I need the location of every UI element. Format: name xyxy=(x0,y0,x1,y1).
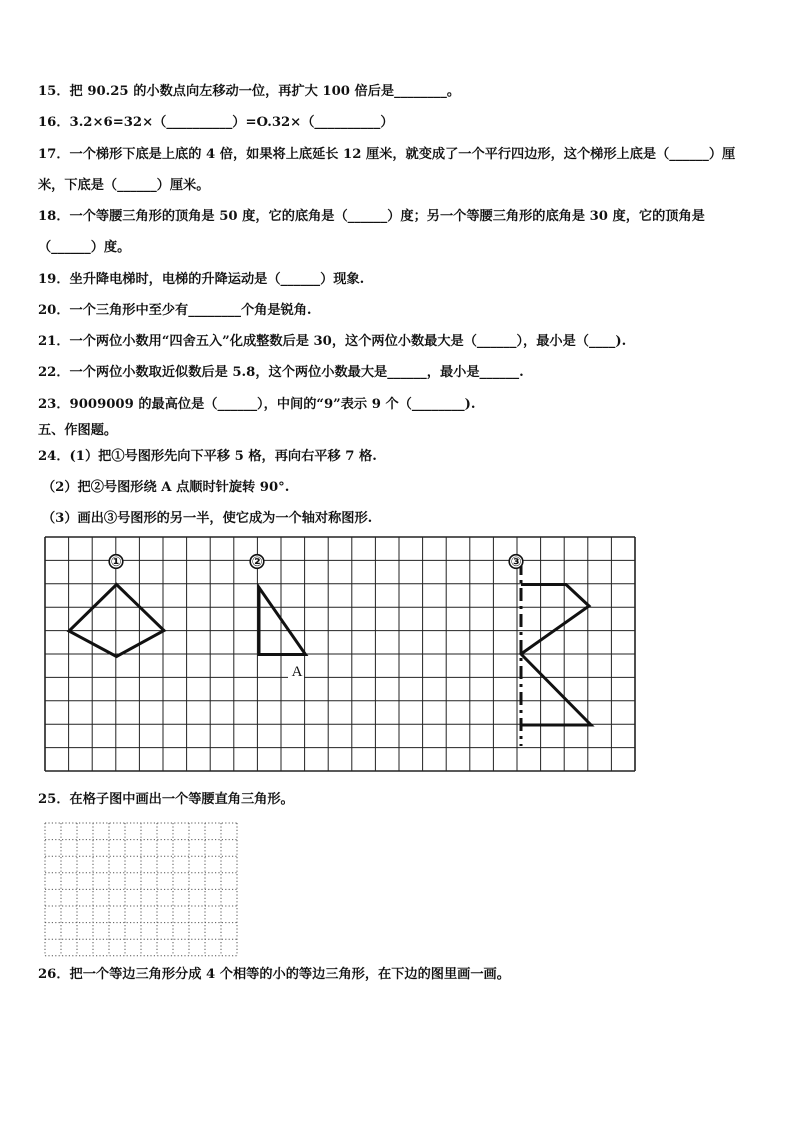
q26: 26．把一个等边三角形分成 4 个相等的小的等边三角形，在下边的图里画一画。 xyxy=(38,967,510,982)
shape-1-quadrilateral xyxy=(69,585,164,657)
shape-1-label-text: ① xyxy=(110,555,122,570)
q18-line2: （______）度。 xyxy=(38,240,131,255)
shape-3-label-text: ③ xyxy=(510,555,522,570)
point-a-label: A xyxy=(291,664,303,680)
q20: 20．一个三角形中至少有________个角是锐角. xyxy=(38,303,312,318)
q24-part1: 24．(1）把①号图形先向下平移 5 格，再向右平移 7 格. xyxy=(38,449,377,464)
q19: 19．坐升降电梯时，电梯的升降运动是（______）现象. xyxy=(38,272,365,287)
q15: 15．把 90.25 的小数点向左移动一位，再扩大 100 倍后是________。 xyxy=(38,84,461,99)
q21: 21．一个两位小数用“四舍五入”化成整数后是 30，这个两位小数最大是（______），最小是（____). xyxy=(38,334,627,349)
q22: 22．一个两位小数取近似数后是 5.8，这个两位小数最大是______，最小是______. xyxy=(38,365,524,380)
shape-2-label-text: ② xyxy=(251,555,263,570)
q17-line2: 米，下底是（______）厘米。 xyxy=(38,178,210,193)
shape-2-label xyxy=(250,555,264,570)
q23: 23．9009009 的最高位是（______），中间的“9”表示 9 个（________). xyxy=(38,397,476,412)
q24-part3: （3）画出③号图形的另一半，使它成为一个轴对称图形. xyxy=(42,511,373,526)
shape-2-right-triangle xyxy=(259,588,306,655)
q25-dotted-grid xyxy=(42,818,242,958)
q25: 25．在格子图中画出一个等腰直角三角形。 xyxy=(38,792,294,807)
shape-3-label xyxy=(509,555,523,570)
q18-line1: 18．一个等腰三角形的顶角是 50 度，它的底角是（______）度；另一个等腰三角形的底角是 30 度，它的顶角是 xyxy=(38,209,705,224)
shape-1-label xyxy=(109,555,123,570)
grid-lines xyxy=(45,537,635,771)
q24-grid-figure xyxy=(40,532,642,778)
q24-part2: （2）把②号图形绕 A 点顺时针旋转 90°. xyxy=(42,480,290,495)
dotted-grid-lines xyxy=(45,823,237,956)
shape-3-half xyxy=(521,585,591,726)
section-title-drawing: 五、作图题。 xyxy=(38,423,118,438)
q17-line1: 17．一个梯形下底是上底的 4 倍，如果将上底延长 12 厘米，就变成了一个平行四边形，这个梯形上底是（______）厘 xyxy=(38,147,736,162)
q16: 16．3.2×6=32×（__________）=O.32×（__________） xyxy=(38,115,394,130)
